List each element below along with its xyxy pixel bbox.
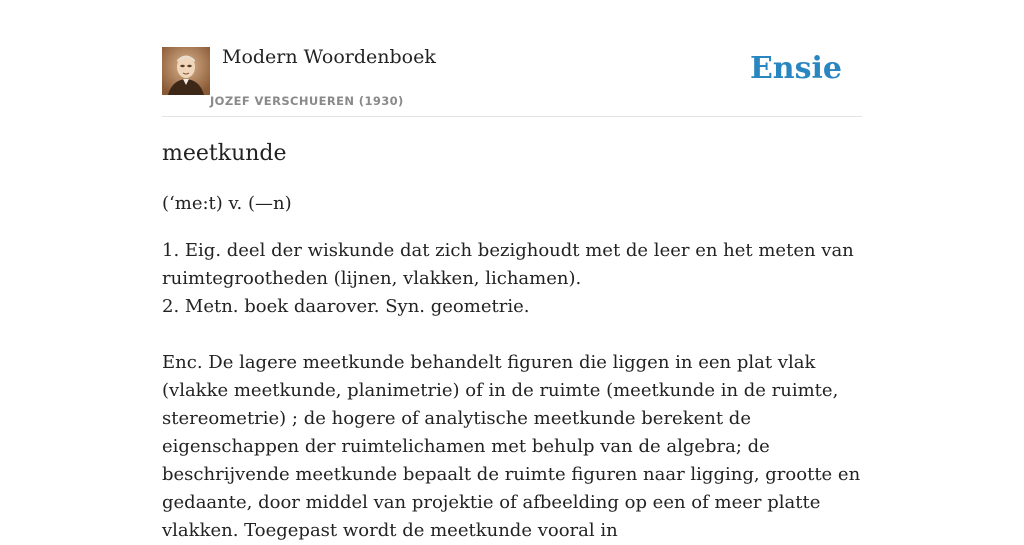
entry-content: [162, 138, 866, 545]
definition-2: 2. Metn. boek daarover. Syn. geometrie.: [162, 296, 530, 317]
book-author[interactable]: JOZEF VERSCHUEREN (1930): [210, 94, 404, 108]
author-avatar[interactable]: [162, 47, 210, 95]
header: [162, 46, 862, 117]
entry-headword: meetkunde: [162, 141, 287, 166]
entry-definitions: [162, 237, 866, 321]
entry-encyclopedic-text: Enc. De lagere meetkunde behandelt figuren die liggen in een plat vlak (vlakke meetkunde, planimetrie) of in de ruimte (meetkunde in de ruimte, stereometrie) ; de hogere of analytische meetkunde berekent de eigenschappen der ruimtelichamen met behulp van de algebra; de beschrijvende meetkunde bepaalt de ruimte figuren naar ligging, grootte en gedaante, door middel van projektie of afbeelding op een of meer platte vlakken. Toegepast wordt de meetkunde vooral in: [162, 352, 861, 541]
definition-1: 1. Eig. deel der wiskunde dat zich bezighoudt met de leer en het meten van ruimtegrootheden (lijnen, vlakken, lichamen).: [162, 240, 854, 289]
entry-pronunciation: (ʻme:t) v. (—n): [162, 193, 292, 214]
book-title[interactable]: Modern Woordenboek: [222, 46, 436, 68]
ensie-logo[interactable]: Ensie: [749, 51, 842, 86]
author-portrait-icon: [162, 47, 210, 95]
